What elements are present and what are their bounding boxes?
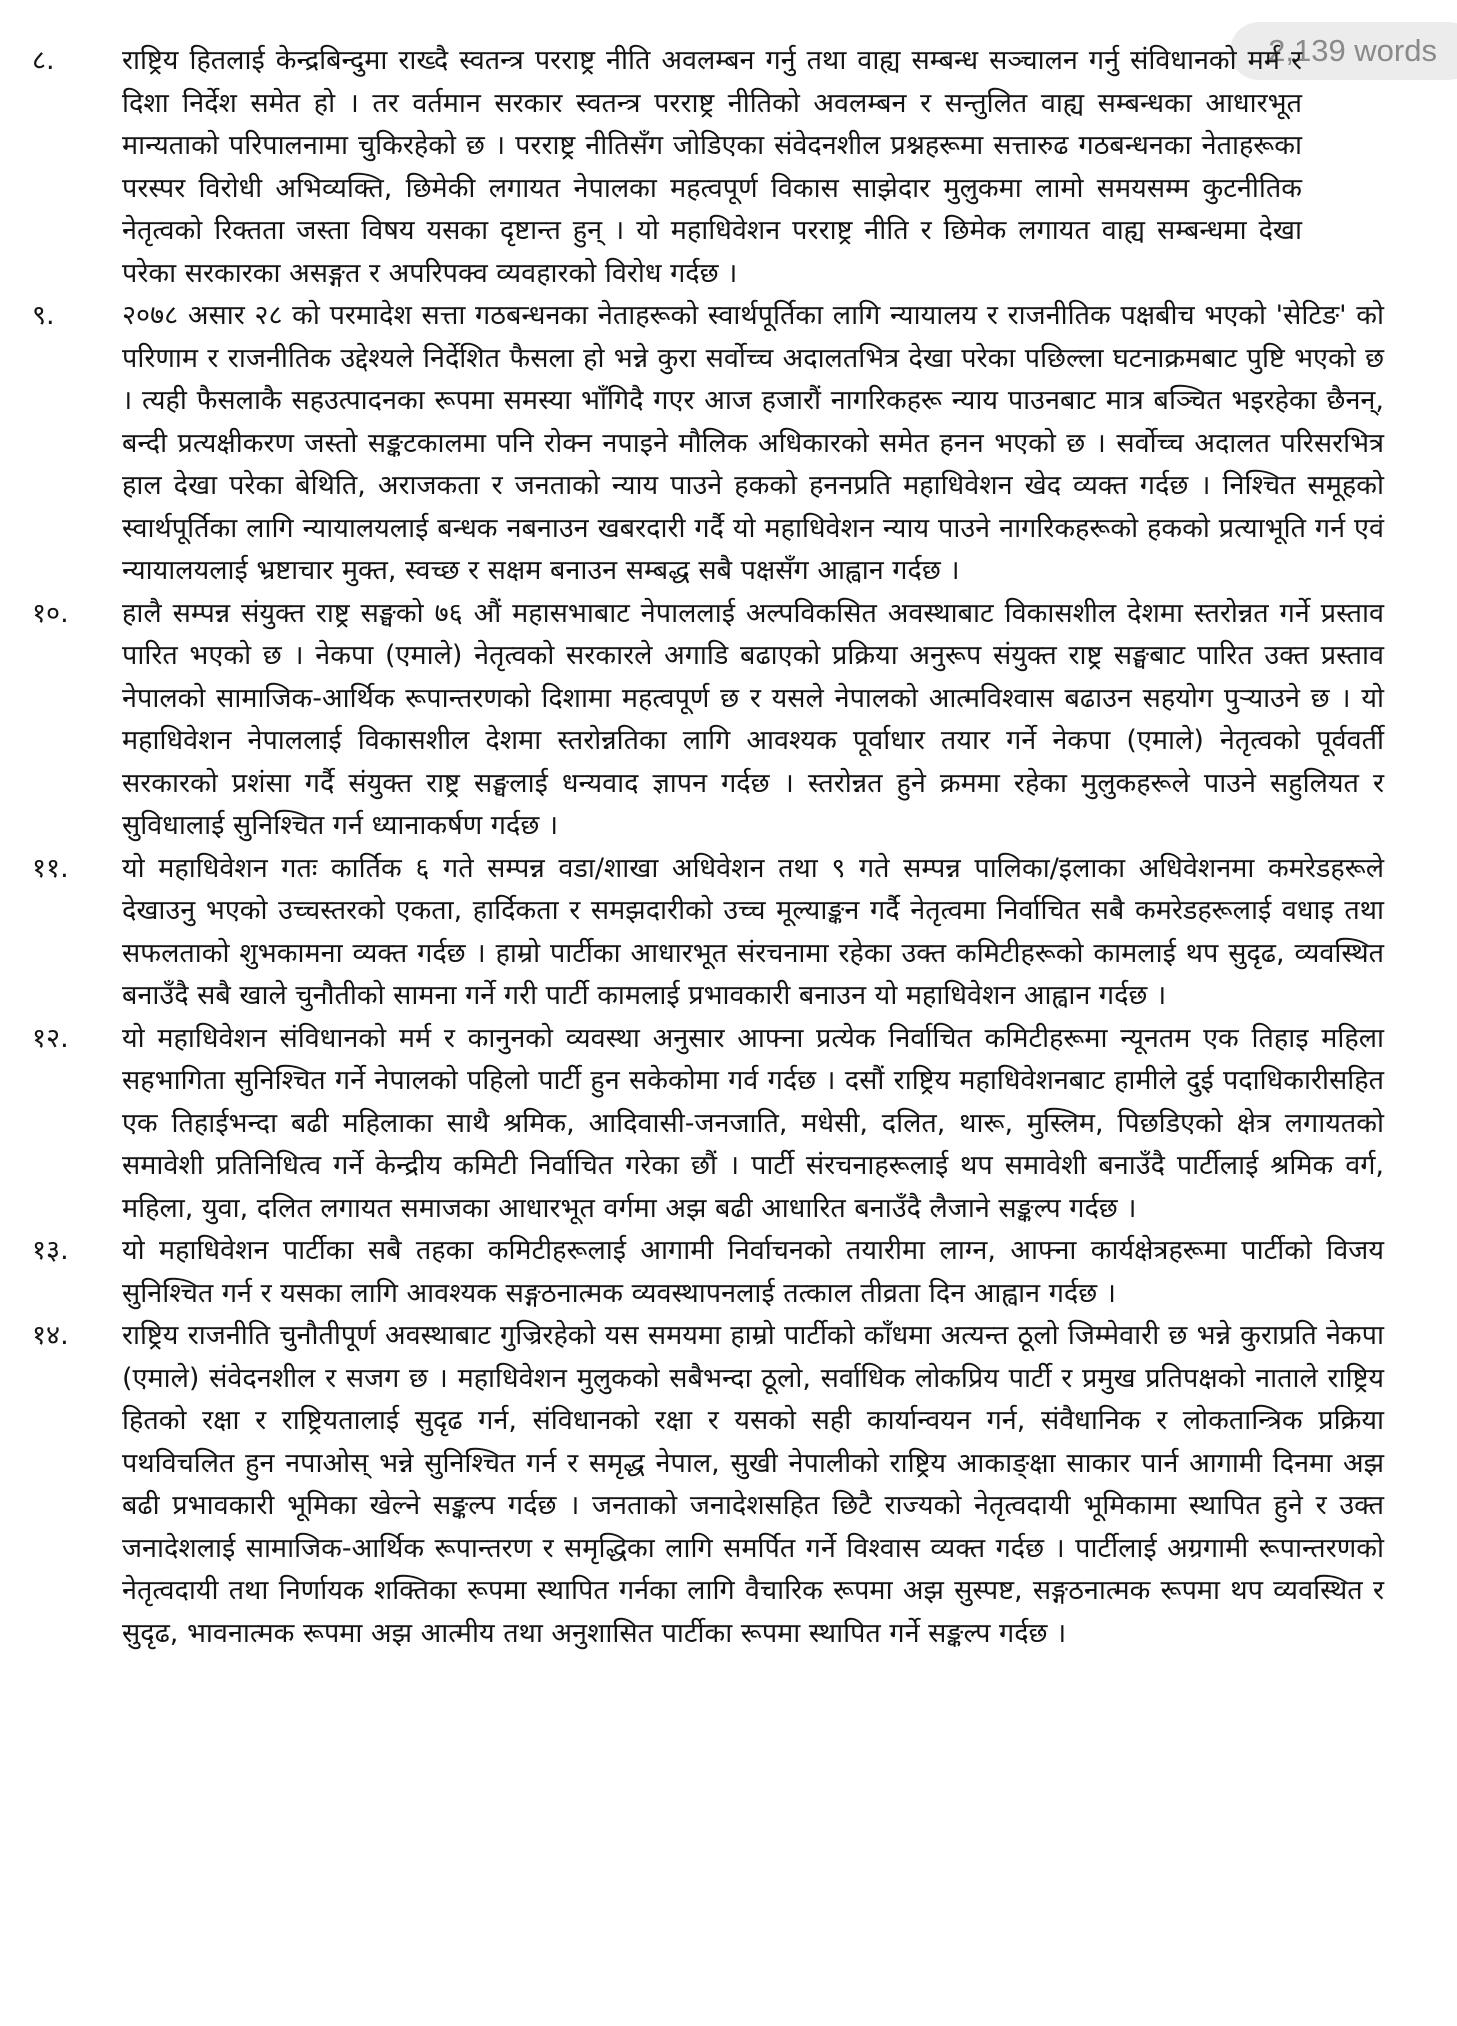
resolution-item-10	[32, 593, 1384, 848]
word-count-badge[interactable]: 2,139 words	[1230, 22, 1457, 80]
item-text: यो महाधिवेशन गतः कार्तिक ६ गते सम्पन्न वडा/शाखा अधिवेशन तथा ९ गते सम्पन्न पालिका/इलाका अधिवेशनमा कमरेडहरूले देखाउनु भएको उच्चस्तरको एकता, हार्दिकता र समझदारीको उच्च मूल्याङ्कन गर्दै नेतृत्वमा निर्वाचित सबै कमरेडहरूलाई वधाइ तथा सफलताको शुभकामना व्यक्त गर्दछ । हाम्रो पार्टीका आधारभूत संरचनामा रहेका उक्त कमिटीहरूको कामलाई थप सुदृढ, व्यवस्थित बनाउँदै सबै खाले चुनौतीको सामना गर्ने गरी पार्टी कामलाई प्रभावकारी बनाउन यो महाधिवेशन आह्वान गर्दछ ।	[122, 852, 1384, 1011]
resolution-list	[32, 40, 1384, 1655]
resolution-item-12	[32, 1018, 1384, 1231]
item-text: राष्ट्रिय राजनीति चुनौतीपूर्ण अवस्थाबाट गुज्रिरहेको यस समयमा हाम्रो पार्टीको काँधमा अत्यन्त ठूलो जिम्मेवारी छ भन्ने कुराप्रति नेकपा (एमाले) संवेदनशील र सजग छ । महाधिवेशन मुलुकको सबैभन्दा ठूलो, सर्वाधिक लोकप्रिय पार्टी र प्रमुख प्रतिपक्षको नाताले राष्ट्रिय हितको रक्षा र राष्ट्रियतालाई सुदृढ गर्न, संविधानको रक्षा र यसको सही कार्यान्वयन गर्न, संवैधानिक र लोकतान्त्रिक प्रक्रिया पथविचलित हुन नपाओस् भन्ने सुनिश्चित गर्न र समृद्ध नेपाल, सुखी नेपालीको राष्ट्रिय आकाङ्क्षा साकार पार्न आगामी दिनमा अझ बढी प्रभावकारी भूमिका खेल्ने सङ्कल्प गर्दछ । जनताको जनादेशसहित छिटै राज्यको नेतृत्वदायी भूमिकामा स्थापित हुने र उक्त जनादेशलाई सामाजिक-आर्थिक रूपान्तरण र समृद्धिका लागि समर्पित गर्ने विश्वास व्यक्त गर्दछ । पार्टीलाई अग्रगामी रूपान्तरणको नेतृत्वदायी तथा निर्णायक शक्तिका रूपमा स्थापित गर्नका लागि वैचारिक रूपमा अझ सुस्पष्ट, सङ्गठनात्मक रूपमा थप व्यवस्थित र सुदृढ, भावनात्मक रूपमा अझ आत्मीय तथा अनुशासित पार्टीका रूपमा स्थापित गर्ने सङ्कल्प गर्दछ ।	[122, 1320, 1384, 1649]
item-number: ९.	[32, 300, 55, 331]
item-number: १२.	[32, 1022, 69, 1054]
resolution-item-13	[32, 1230, 1384, 1315]
item-text: २०७८ असार २८ को परमादेश सत्ता गठबन्धनका नेताहरूको स्वार्थपूर्तिका लागि न्यायालय र राजनीतिक पक्षबीच भएको 'सेटिङ' को परिणाम र राजनीतिक उद्देश्यले निर्देशित फैसला हो भन्ने कुरा सर्वोच्च अदालतभित्र देखा परेका पछिल्ला घटनाक्रमबाट पुष्टि भएको छ । त्यही फैसलाकै सहउत्पादनका रूपमा समस्या भाँगिदै गएर आज हजारौं नागरिकहरू न्याय पाउनबाट मात्र बञ्चित भइरहेका छैनन्, बन्दी प्रत्यक्षीकरण जस्तो सङ्कटकालमा पनि रोक्न नपाइने मौलिक अधिकारको समेत हनन भएको छ । सर्वोच्च अदालत परिसरभित्र हाल देखा परेका बेथिति, अराजकता र जनताको न्याय पाउने हकको हननप्रति महाधिवेशन खेद व्यक्त गर्दछ । निश्चित समूहको स्वार्थपूर्तिका लागि न्यायालयलाई बन्धक नबनाउन खबरदारी गर्दै यो महाधिवेशन न्याय पाउने नागरिकहरूको हकको प्रत्याभूति गर्न एवं न्यायालयलाई भ्रष्टाचार मुक्त, स्वच्छ र सक्षम बनाउन सम्बद्ध सबै पक्षसँग आह्वान गर्दछ ।	[122, 300, 1384, 586]
resolution-item-14	[32, 1315, 1384, 1655]
item-number: ११.	[32, 852, 69, 884]
item-number: १४.	[32, 1320, 69, 1351]
item-number: १३.	[32, 1235, 69, 1266]
item-number: ८.	[32, 45, 55, 76]
item-text: यो महाधिवेशन संविधानको मर्म र कानुनको व्यवस्था अनुसार आफ्ना प्रत्येक निर्वाचित कमिटीहरूमा न्यूनतम एक तिहाइ महिला सहभागिता सुनिश्चित गर्ने नेपालको पहिलो पार्टी हुन सकेकोमा गर्व गर्दछ । दसौं राष्ट्रिय महाधिवेशनबाट हामीले दुई पदाधिकारीसहित एक तिहाईभन्दा बढी महिलाका साथै श्रमिक, आदिवासी-जनजाति, मधेसी, दलित, थारू, मुस्लिम, पिछडिएको क्षेत्र लगायतको समावेशी प्रतिनिधित्व गर्ने केन्द्रीय कमिटी निर्वाचित गरेका छौं । पार्टी संरचनाहरूलाई थप समावेशी बनाउँदै पार्टीलाई श्रमिक वर्ग, महिला, युवा, दलित लगायत समाजका आधारभूत वर्गमा अझ बढी आधारित बनाउँदै लैजाने सङ्कल्प गर्दछ ।	[122, 1022, 1384, 1224]
item-text: हालै सम्पन्न संयुक्त राष्ट्र सङ्घको ७६ औं महासभाबाट नेपाललाई अल्पविकसित अवस्थाबाट विकासशील देशमा स्तरोन्नत गर्ने प्रस्ताव पारित भएको छ । नेकपा (एमाले) नेतृत्वको सरकारले अगाडि बढाएको प्रक्रिया अनुरूप संयुक्त राष्ट्र सङ्घबाट पारित उक्त प्रस्ताव नेपालको सामाजिक-आर्थिक रूपान्तरणको दिशामा महत्वपूर्ण छ र यसले नेपालको आत्मविश्वास बढाउन सहयोग पुर्‍याउने छ । यो महाधिवेशन नेपाललाई विकासशील देशमा स्तरोन्नतिका लागि आवश्यक पूर्वाधार तयार गर्ने नेकपा (एमाले) नेतृत्वको पूर्ववर्ती सरकारको प्रशंसा गर्दै संयुक्त राष्ट्र सङ्घलाई धन्यवाद ज्ञापन गर्दछ । स्तरोन्नत हुने क्रममा रहेका मुलुकहरूले पाउने सहुलियत र सुविधालाई सुनिश्चित गर्न ध्यानाकर्षण गर्दछ ।	[122, 597, 1384, 841]
item-text: राष्ट्रिय हितलाई केन्द्रबिन्दुमा राख्दै स्वतन्त्र परराष्ट्र नीति अवलम्बन गर्नु तथा वाह्य सम्बन्ध सञ्चालन गर्नु संविधानको मर्म र दिशा निर्देश समेत हो । तर वर्तमान सरकार स्वतन्त्र परराष्ट्र नीतिको अवलम्बन र सन्तुलित वाह्य सम्बन्धका आधारभूत मान्यताको परिपालनामा चुकिरहेको छ । परराष्ट्र नीतिसँग जोडिएका संवेदनशील प्रश्नहरूमा सत्तारुढ गठबन्धनका नेताहरूका परस्पर विरोधी अभिव्यक्ति, छिमेकी लगायत नेपालका महत्वपूर्ण विकास साझेदार मुलुकमा लामो समयसम्म कुटनीतिक नेतृत्वको रिक्तता जस्ता विषय यसका दृष्टान्त हुन् । यो महाधिवेशन परराष्ट्र नीति र छिमेक लगायत वाह्य सम्बन्धमा देखा परेका सरकारका असङ्गत र अपरिपक्व व्यवहारको विरोध गर्दछ ।	[122, 45, 1302, 289]
resolution-item-8	[32, 40, 1384, 295]
item-text: यो महाधिवेशन पार्टीका सबै तहका कमिटीहरूलाई आगामी निर्वाचनको तयारीमा लाग्न, आफ्ना कार्यक्षेत्रहरूमा पार्टीको विजय सुनिश्चित गर्न र यसका लागि आवश्यक सङ्गठनात्मक व्यवस्थापनलाई तत्काल तीव्रता दिन आह्वान गर्दछ ।	[122, 1235, 1384, 1309]
item-number: १०.	[32, 597, 69, 629]
resolution-item-11	[32, 848, 1384, 1018]
resolution-item-9	[32, 295, 1384, 593]
